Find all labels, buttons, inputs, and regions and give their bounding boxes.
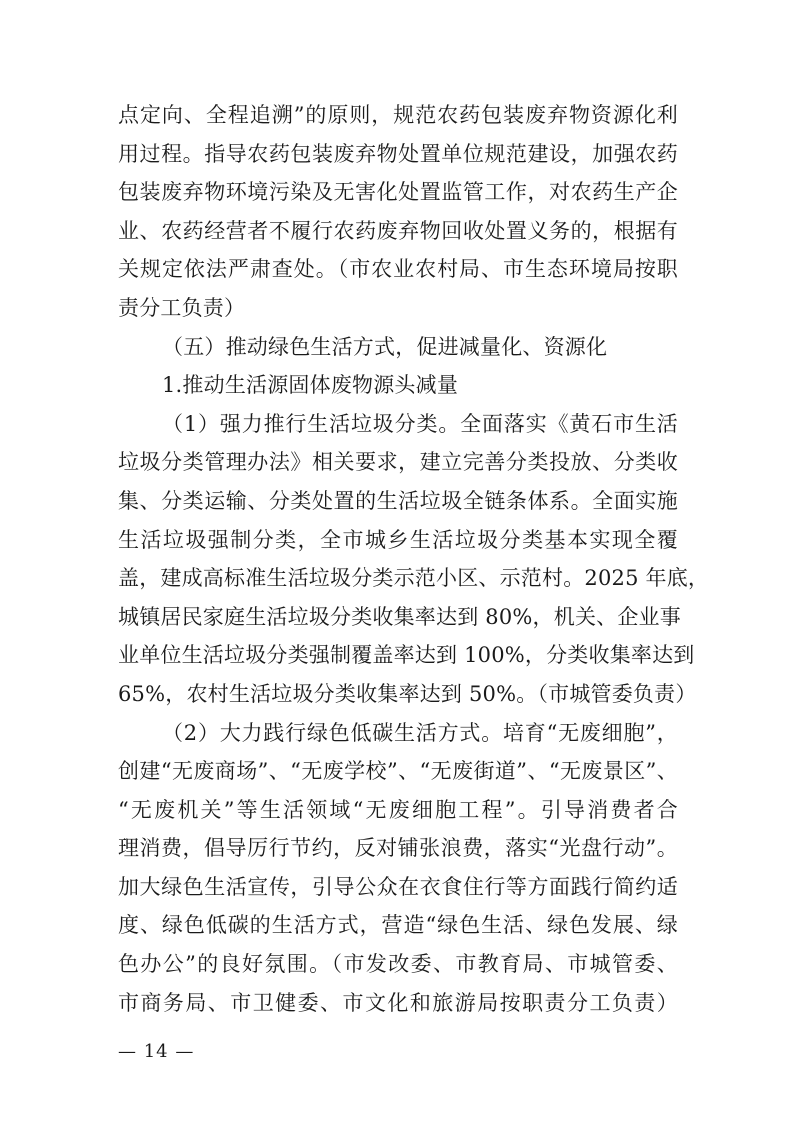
text-line: 理消费，倡导厉行节约，反对铺张浪费，落实“光盘行动”。 [118,836,678,861]
text-line: 业单位生活垃圾分类强制覆盖率达到 100%，分类收集率达到 [118,643,695,668]
text-line: 城镇居民家庭生活垃圾分类收集率达到 80%，机关、企业事 [118,604,681,629]
text-line: 点定向、全程追溯”的原则，规范农药包装废弃物资源化利 [118,103,678,127]
text-line: 65%，农村生活垃圾分类收集率达到 50%。（市城管委负责） [118,681,697,706]
text-line: 关规定依法严肃查处。（市农业农村局、市生态环境局按职 [118,257,678,282]
text-line: 盖，建成高标准生活垃圾分类示范小区、示范村。2025 年底， [118,566,710,591]
text-line: 业、农药经营者不履行农药废弃物回收处置义务的，根据有 [118,218,678,243]
document-body [118,96,710,1022]
text-line: “无废机关”等生活领域“无废细胞工程”。引导消费者合 [118,797,678,822]
paragraph-waste-sorting [118,405,710,714]
section-heading: （五）推动绿色生活方式，促进减量化、资源化 [162,334,608,359]
text-line: 色办公”的良好氛围。（市发改委、市教育局、市城管委、 [118,952,678,977]
text-line: 加大绿色生活宣传，引导公众在衣食住行等方面践行简约适 [118,874,678,899]
paragraph-pesticide-packaging [118,96,678,328]
text-line: 市商务局、市卫健委、市文化和旅游局按职责分工负责） [118,990,678,1015]
text-line: 用过程。指导农药包装废弃物处置单位规范建设，加强农药 [118,141,678,166]
text-line: 集、分类运输、分类处置的生活垃圾全链条体系。全面实施 [118,488,678,513]
text-line: 生活垃圾强制分类，全市城乡生活垃圾分类基本实现全覆 [118,527,678,552]
paragraph-green-lifestyle [118,714,678,1023]
subsection-heading: 1.推动生活源固体废物源头减量 [162,373,459,398]
text-line: 包装废弃物环境污染及无害化处置监管工作，对农药生产企 [118,180,678,205]
text-line: （2）大力践行绿色低碳生活方式。培育“无废细胞”， [162,720,678,745]
text-line: 创建“无废商场”、“无废学校”、“无废街道”、“无废景区”、 [118,759,678,784]
text-line: 责分工负责） [118,295,246,320]
text-line: （1）强力推行生活垃圾分类。全面落实《黄石市生活 [162,411,678,436]
page-number: — 14 — [118,1041,195,1062]
text-line: 度、绿色低碳的生活方式，营造“绿色生活、绿色发展、绿 [118,913,678,938]
text-line: 垃圾分类管理办法》相关要求，建立完善分类投放、分类收 [118,450,678,475]
